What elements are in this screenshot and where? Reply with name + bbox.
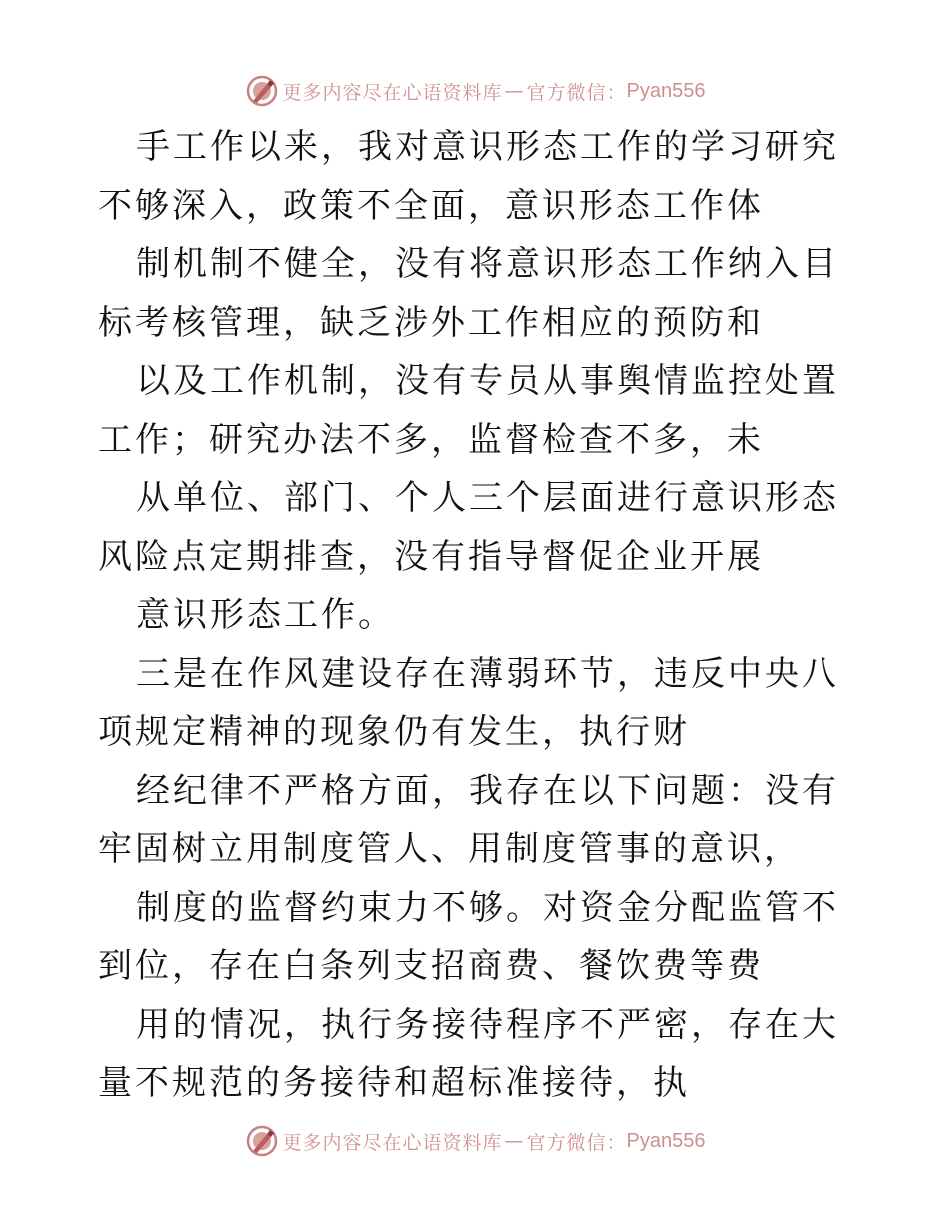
pen-logo-icon	[245, 1124, 279, 1158]
header-separator: —	[504, 80, 525, 102]
footer-wechat-id: Pyan556	[626, 1129, 706, 1152]
header-wechat-label: 官方微信：	[526, 81, 627, 104]
document-body	[98, 118, 858, 1113]
footer-watermark	[0, 1121, 950, 1161]
body-paragraph-2: 制机制不健全，没有将意识形态工作纳入目标考核管理，缺乏涉外工作相应的预防和	[98, 244, 839, 343]
header-watermark	[0, 71, 950, 111]
body-paragraph-8: 制度的监督约束力不够。对资金分配监管不到位，存在白条列支招商费、餐饮费等费	[98, 887, 839, 986]
pen-logo-icon	[245, 74, 279, 108]
footer-wechat-label: 官方微信：	[526, 1131, 627, 1154]
footer-promo-text: 更多内容尽在心语资料库	[282, 1131, 503, 1154]
body-paragraph-9: 用的情况，执行务接待程序不严密，存在大量不规范的务接待和超标准接待，执	[98, 1004, 839, 1103]
header-wechat-id: Pyan556	[626, 79, 706, 102]
body-paragraph-1: 手工作以来，我对意识形态工作的学习研究不够深入，政策不全面，意识形态工作体	[98, 127, 839, 226]
footer-separator: —	[504, 1130, 525, 1152]
body-paragraph-6: 三是在作风建设存在薄弱环节，违反中央八项规定精神的现象仍有发生，执行财	[98, 653, 839, 752]
body-paragraph-7: 经纪律不严格方面，我存在以下问题：没有牢固树立用制度管人、用制度管事的意识，	[98, 770, 839, 869]
body-paragraph-3: 以及工作机制，没有专员从事舆情监控处置工作；研究办法不多，监督检查不多，未	[98, 361, 839, 460]
body-paragraph-5: 意识形态工作。	[136, 595, 395, 635]
body-paragraph-4: 从单位、部门、个人三个层面进行意识形态风险点定期排查，没有指导督促企业开展	[98, 478, 839, 577]
header-promo-text: 更多内容尽在心语资料库	[282, 81, 503, 104]
